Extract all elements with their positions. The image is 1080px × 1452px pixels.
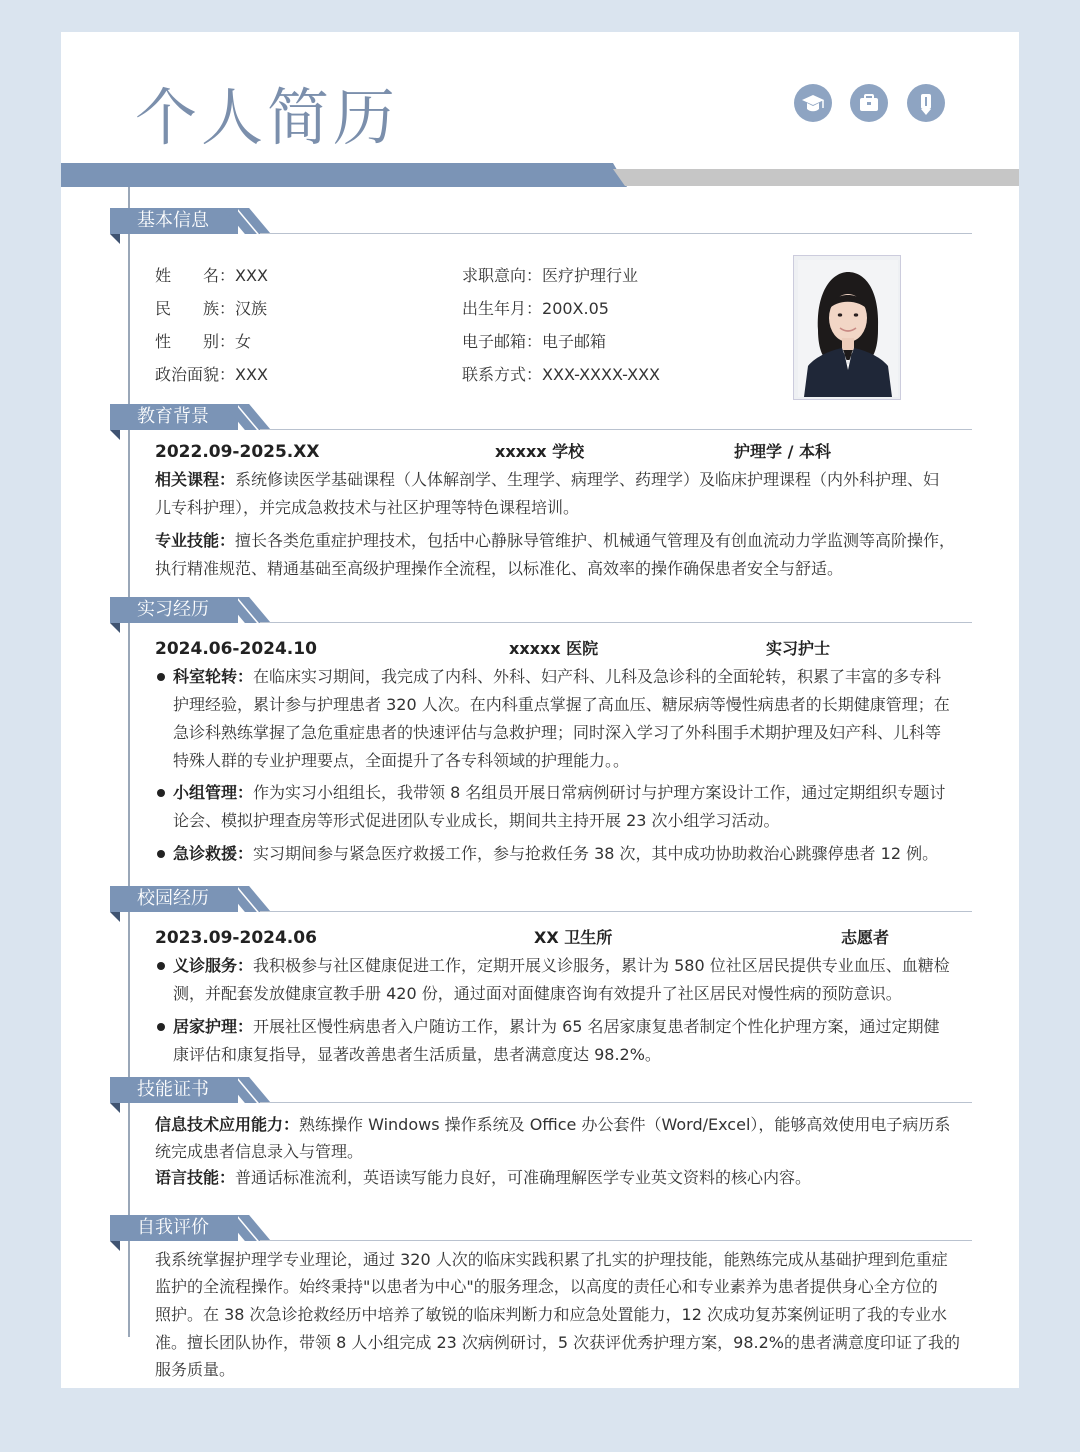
item-line: 开展社区慢性病患者入户随访工作，累计为 65 名居家康复患者制定个性化护理方案，通过定期健 bbox=[253, 1017, 940, 1036]
education-skills-cont: 执行精准规范、精通基础至高级护理操作全流程，以标准化、高效率的操作确保患者安全与舒适。 bbox=[155, 559, 844, 578]
phone-value: XXX-XXXX-XXX bbox=[542, 365, 660, 384]
item-line: 急诊科熟练掌握了急危重症患者的快速评估与急救护理；同时深入学习了外科围手术期护理及妇产科、儿科等 bbox=[173, 723, 942, 742]
birth-label: 出生年月： bbox=[462, 299, 543, 318]
education-skills bbox=[155, 527, 955, 555]
item-line: 康评估和康复指导，显著改善患者生活质量，患者满意度达 98.2%。 bbox=[173, 1045, 661, 1064]
self-eval-line: 服务质量。 bbox=[155, 1360, 236, 1379]
tab-fold bbox=[110, 1103, 120, 1113]
tab-fold bbox=[110, 623, 120, 633]
page-title: 个人简历 bbox=[135, 81, 400, 154]
name-label: 姓 名： bbox=[155, 266, 236, 285]
item-line: 测，并配套发放健康宣教手册 420 份，通过面对面健康咨询有效提升了社区居民对慢性病的预防意识。 bbox=[173, 984, 902, 1003]
item-line: 作为实习小组组长，我带领 8 名组员开展日常病例研讨与护理方案设计工作，通过定期组织专题讨 bbox=[253, 783, 946, 802]
tab-fold bbox=[110, 234, 120, 244]
internship-org: xxxxx 医院 bbox=[509, 639, 599, 658]
gender-label: 性 别： bbox=[155, 332, 236, 351]
bullet-icon bbox=[157, 962, 165, 970]
internship-role: 实习护士 bbox=[766, 639, 831, 658]
section-divider bbox=[260, 233, 972, 234]
certs-it bbox=[155, 1111, 950, 1139]
it-label: 信息技术应用能力： bbox=[155, 1115, 300, 1134]
campus-role: 志愿者 bbox=[841, 928, 890, 947]
education-date: 2022.09-2025.XX bbox=[155, 442, 320, 462]
internship-item-emergency bbox=[173, 840, 938, 868]
item-label: 居家护理： bbox=[173, 1017, 254, 1036]
campus-date: 2023.09-2024.06 bbox=[155, 928, 317, 948]
political-label: 政治面貌： bbox=[155, 365, 236, 384]
section-divider bbox=[260, 622, 972, 623]
section-divider bbox=[260, 1240, 972, 1241]
tab-fold bbox=[110, 912, 120, 922]
gender-row bbox=[155, 329, 251, 352]
ethnic-label: 民 族： bbox=[155, 299, 236, 318]
resume-page bbox=[61, 32, 1019, 1388]
it-line: 熟练操作 Windows 操作系统及 Office 办公套件（Word/Excel），能够高效使用电子病历系 bbox=[299, 1115, 951, 1134]
section-header-education bbox=[110, 404, 972, 434]
item-label: 义诊服务： bbox=[173, 956, 254, 975]
skills-line: 擅长各类危重症护理技术，包括中心静脉导管维护、机械通气管理及有创血流动力学监测等高阶操作， bbox=[235, 531, 956, 550]
intent-value: 医疗护理行业 bbox=[542, 266, 639, 285]
internship-item-group bbox=[173, 779, 945, 807]
language-label: 语言技能： bbox=[155, 1168, 236, 1187]
timeline-line bbox=[128, 187, 130, 1337]
self-eval-line: 监护的全流程操作。始终秉持"以患者为中心"的服务理念，以高度的责任心和专业素养为患者提供身心全方位的 bbox=[155, 1277, 938, 1296]
name-value: XXX bbox=[235, 266, 268, 285]
self-eval-line: 准。擅长团队协作，带领 8 人小组完成 23 次病例研讨，5 次获评优秀护理方案，98.2%的患者满意度印证了我的 bbox=[155, 1333, 960, 1352]
phone-row bbox=[462, 362, 660, 385]
section-header-campus bbox=[110, 886, 972, 916]
section-header-internship bbox=[110, 597, 972, 627]
self-eval-line: 照护。在 38 次急诊抢救经历中培养了敏锐的临床判断力和应急处置能力，12 次成功复苏案例证明了我的专业水 bbox=[155, 1305, 947, 1324]
campus-org: XX 卫生所 bbox=[534, 928, 613, 947]
education-major: 护理学 / 本科 bbox=[734, 442, 831, 461]
bullet-icon bbox=[157, 850, 165, 858]
section-title: 校园经历 bbox=[110, 886, 238, 912]
email-label: 电子邮箱： bbox=[462, 332, 543, 351]
section-title: 技能证书 bbox=[110, 1077, 238, 1103]
campus-item-clinic bbox=[173, 952, 950, 980]
campus-item-homecare bbox=[173, 1013, 940, 1041]
email-row bbox=[462, 329, 606, 352]
section-title: 自我评价 bbox=[110, 1215, 238, 1241]
item-label: 急诊救援： bbox=[173, 844, 254, 863]
item-line: 我积极参与社区健康促进工作，定期开展义诊服务，累计为 580 位社区居民提供专业血压、血糖检 bbox=[253, 956, 950, 975]
certs-it-cont: 统完成患者信息录入与管理。 bbox=[155, 1142, 364, 1161]
intent-row bbox=[462, 263, 638, 286]
item-label: 科室轮转： bbox=[173, 667, 254, 686]
header-bar-blue bbox=[61, 163, 627, 187]
bullet-icon bbox=[157, 789, 165, 797]
ethnic-value: 汉族 bbox=[235, 299, 268, 318]
internship-item-rotation bbox=[173, 663, 941, 691]
email-value: 电子邮箱 bbox=[542, 332, 607, 351]
certs-language bbox=[155, 1164, 811, 1192]
briefcase-icon bbox=[850, 84, 888, 122]
ethnic-row bbox=[155, 296, 267, 319]
item-line: 特殊人群的专业护理要点，全面提升了各专科领域的护理能力。。 bbox=[173, 751, 630, 770]
section-title: 教育背景 bbox=[110, 404, 238, 430]
courses-label: 相关课程： bbox=[155, 470, 236, 489]
gender-value: 女 bbox=[235, 332, 252, 351]
pen-icon bbox=[907, 84, 945, 122]
education-courses-cont: 儿专科护理），并完成急救技术与社区护理等特色课程培训。 bbox=[155, 498, 580, 517]
birth-row bbox=[462, 296, 609, 319]
section-title: 实习经历 bbox=[110, 597, 238, 623]
tab-fold bbox=[110, 1241, 120, 1251]
self-eval-line: 我系统掌握护理学专业理论，通过 320 人次的临床实践积累了扎实的护理技能，能熟练完成从基础护理到危重症 bbox=[155, 1250, 948, 1269]
section-divider bbox=[260, 911, 972, 912]
item-line: 护理经验，累计参与护理患者 320 人次。在内科重点掌握了高血压、糖尿病等慢性病患者的长期健康管理；在 bbox=[173, 695, 950, 714]
section-divider bbox=[260, 1102, 972, 1103]
phone-label: 联系方式： bbox=[462, 365, 543, 384]
section-divider bbox=[260, 429, 972, 430]
profile-photo bbox=[793, 255, 901, 400]
item-label: 小组管理： bbox=[173, 783, 254, 802]
political-value: XXX bbox=[235, 365, 268, 384]
political-row bbox=[155, 362, 268, 385]
birth-value: 200X.05 bbox=[542, 299, 609, 318]
bullet-icon bbox=[157, 1023, 165, 1031]
education-courses bbox=[155, 466, 939, 494]
bullet-icon bbox=[157, 673, 165, 681]
section-header-certs bbox=[110, 1077, 972, 1107]
courses-line: 系统修读医学基础课程（人体解剖学、生理学、病理学、药理学）及临床护理课程（内外科护理、妇 bbox=[235, 470, 940, 489]
internship-date: 2024.06-2024.10 bbox=[155, 639, 317, 659]
header-bar-gray bbox=[613, 169, 1019, 186]
section-title: 基本信息 bbox=[110, 208, 238, 234]
education-school: xxxxx 学校 bbox=[495, 442, 585, 461]
item-line: 实习期间参与紧急医疗救援工作，参与抢救任务 38 次，其中成功协助救治心跳骤停患者 12 例。 bbox=[253, 844, 939, 863]
tab-fold bbox=[110, 430, 120, 440]
item-line: 在临床实习期间，我完成了内科、外科、妇产科、儿科及急诊科的全面轮转，积累了丰富的多专科 bbox=[253, 667, 942, 686]
intent-label: 求职意向： bbox=[462, 266, 543, 285]
skills-label: 专业技能： bbox=[155, 531, 236, 550]
graduation-cap-icon bbox=[794, 84, 832, 122]
section-header-self bbox=[110, 1215, 972, 1245]
language-line: 普通话标准流利，英语读写能力良好，可准确理解医学专业英文资料的核心内容。 bbox=[235, 1168, 812, 1187]
name-row bbox=[155, 263, 268, 286]
item-line: 论会、模拟护理查房等形式促进团队专业成长，期间共主持开展 23 次小组学习活动。 bbox=[173, 811, 780, 830]
section-header-basic bbox=[110, 208, 972, 238]
